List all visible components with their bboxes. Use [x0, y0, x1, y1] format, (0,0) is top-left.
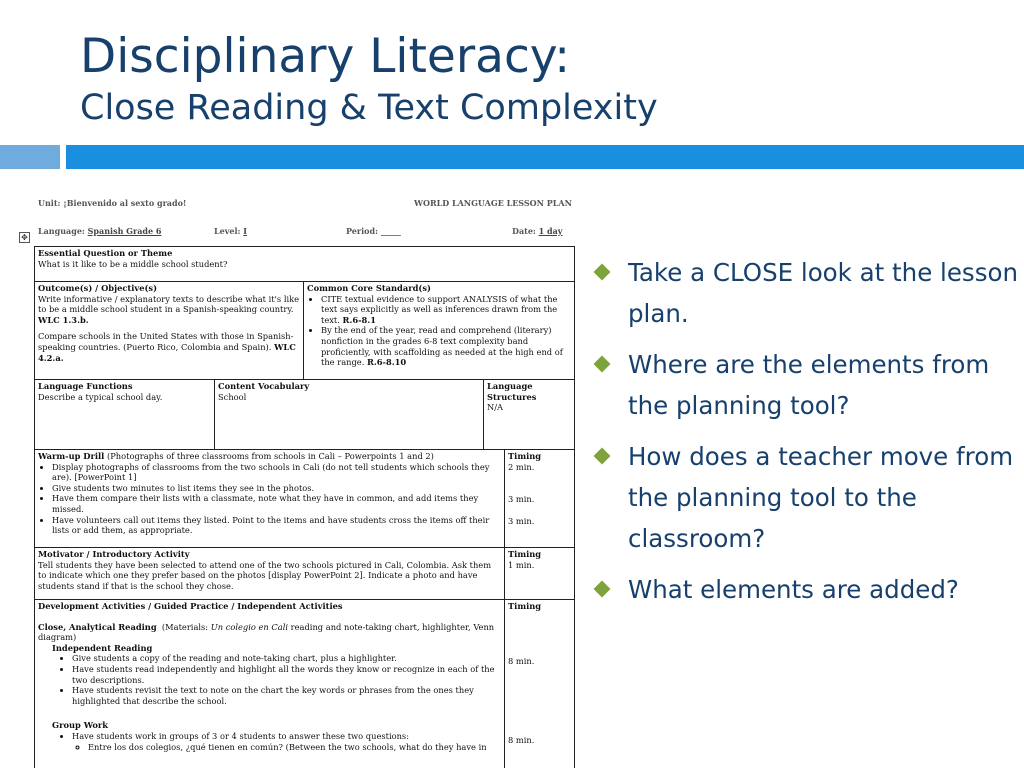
table-row: Outcome(s) / Objective(s) Write informative / explanatory texts to describe what it's like to be a middle school student in a Spanish-speaking country. WLC 1.3.b. Compare schools in the United States with those in Spanish-speaking countries. (Puerto Rico, Colombia and Spain). WLC 4.2.a. Common Core Standard(s) • CITE textual evidence to support ANALYSIS of what the text says explicitly as well as inferences drawn from the text. R.6-8.1 • By the end of the year, read and comprehend (literary) nonfiction in the grades 6-8 text complexity band proficiently, with scaffolding as needed at the high end of the range. R.6-8.10: [35, 282, 575, 380]
diamond-bullet-icon: [594, 581, 611, 598]
title-line-2: Close Reading & Text Complexity: [80, 88, 658, 128]
diamond-bullet-icon: [594, 448, 611, 465]
bullet-list: [592, 252, 1022, 620]
table-row: Language Functions Describe a typical school day. Content Vocabulary School Language Structures N/A: [35, 380, 575, 450]
doc-unit: Unit: ¡Bienvenido al sexto grado!: [38, 198, 187, 208]
table-row: Warm-up Drill (Photographs of three classrooms from schools in Cali – Powerpoints 1 and 2) • Display photographs of classrooms from the two schools in Cali (do not tell students which schools they are). [PowerPoint 1] • Give students two minutes to list items they see in the photos. • Have them compare their lists with a classmate, note what they have in common, and add items they missed. • Have volunteers call out items they listed. Point to the items and have students cross the items off their lists or add them, as appropriate. Timing 2 min. 3 min. 3 min.: [35, 450, 575, 548]
diamond-bullet-icon: [594, 264, 611, 281]
lesson-plan-image: [18, 192, 578, 768]
doc-period: Period: _____: [346, 226, 401, 236]
title-line-1: Disciplinary Literacy:: [80, 29, 571, 84]
table-row: Motivator / Introductory Activity Tell students they have been selected to attend one of the two schools pictured in Cali, Colombia. Ask them to indicate which one they prefer based on the photos [display PowerPoint 2]. Indicate a photo and have students stand if that is the school they chose. Timing 1 min.: [35, 548, 575, 600]
bullet-item: What elements are added?: [592, 569, 1022, 610]
bullet-item: Where are the elements from the planning tool?: [592, 344, 1022, 426]
diamond-bullet-icon: [594, 356, 611, 373]
accent-bar-right: [66, 145, 1024, 169]
table-row: Essential Question or Theme What is it like to be a middle school student?: [35, 247, 575, 282]
doc-language: Language: Spanish Grade 6: [38, 226, 162, 236]
bullet-item: How does a teacher move from the planning tool to the classroom?: [592, 436, 1022, 559]
doc-plan-title: WORLD LANGUAGE LESSON PLAN: [414, 198, 572, 208]
slide-title: [80, 28, 658, 130]
lesson-plan-table: [34, 246, 575, 768]
bullet-item: Take a CLOSE look at the lesson plan.: [592, 252, 1022, 334]
accent-bar-left: [0, 145, 60, 169]
doc-date: Date: 1 day: [512, 226, 563, 236]
table-row: Development Activities / Guided Practice / Independent Activities Close, Analytical Reading (Materials: Un colegio en Cali reading and note-taking chart, highlighter, Venn diagram) Independent Reading • Give students a copy of the reading and note-taking chart, plus a highlighter. • Have students read independently and highlight all the words they know or recognize in each of the two descriptions. • Have students revisit the text to note on the chart the key words or phrases from the ones they highlighted that describe the school. Group Work • Have students work in groups of 3 or 4 students to answer these two questions: ◦ Entre los dos colegios, ¿qué tienen en común? (Between the two schools, what do they have in Timing 8 min. 8 min.: [35, 600, 575, 768]
doc-level: Level: I: [214, 226, 247, 236]
table-move-handle-icon[interactable]: ✥: [19, 232, 30, 243]
